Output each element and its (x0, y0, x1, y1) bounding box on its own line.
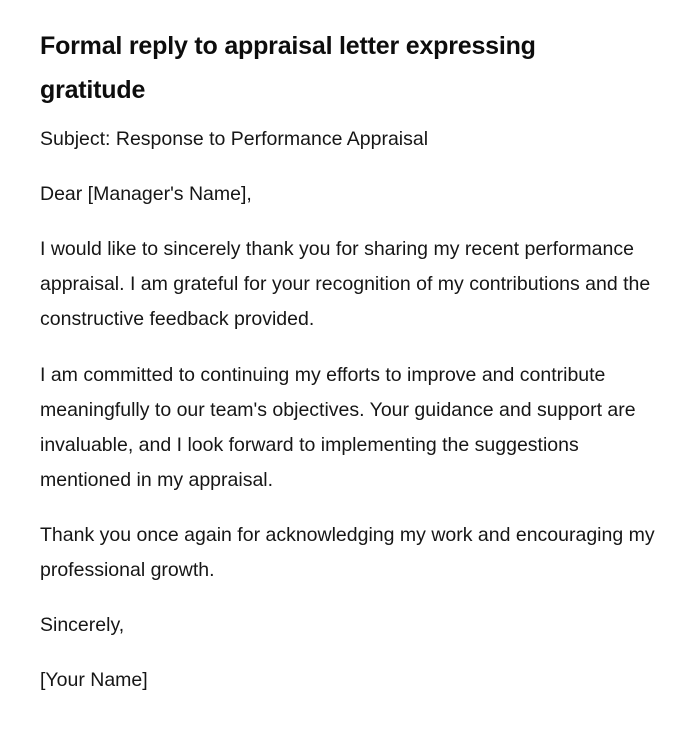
letter-salutation: Dear [Manager's Name], (40, 183, 252, 205)
letter-paragraph-1: I would like to sincerely thank you for sharing my recent performance appraisal. I am grateful for your recognition of my contributions and the constructive feedback provided. (40, 238, 651, 330)
page-title: Formal reply to appraisal letter expressing gratitude (40, 32, 536, 104)
letter-paragraph-2: I am committed to continuing my efforts to improve and contribute meaningfully to our team's objectives. Your guidance and support are invaluable, and I look forward to implementing the suggestions mentioned in my appraisal. (40, 364, 636, 491)
letter-subject: Subject: Response to Performance Appraisal (40, 128, 429, 150)
letter-signature: [Your Name] (40, 669, 148, 691)
letter-paragraph-3: Thank you once again for acknowledging my work and encouraging my professional growth. (40, 524, 655, 581)
letter-closing: Sincerely, (40, 614, 125, 636)
